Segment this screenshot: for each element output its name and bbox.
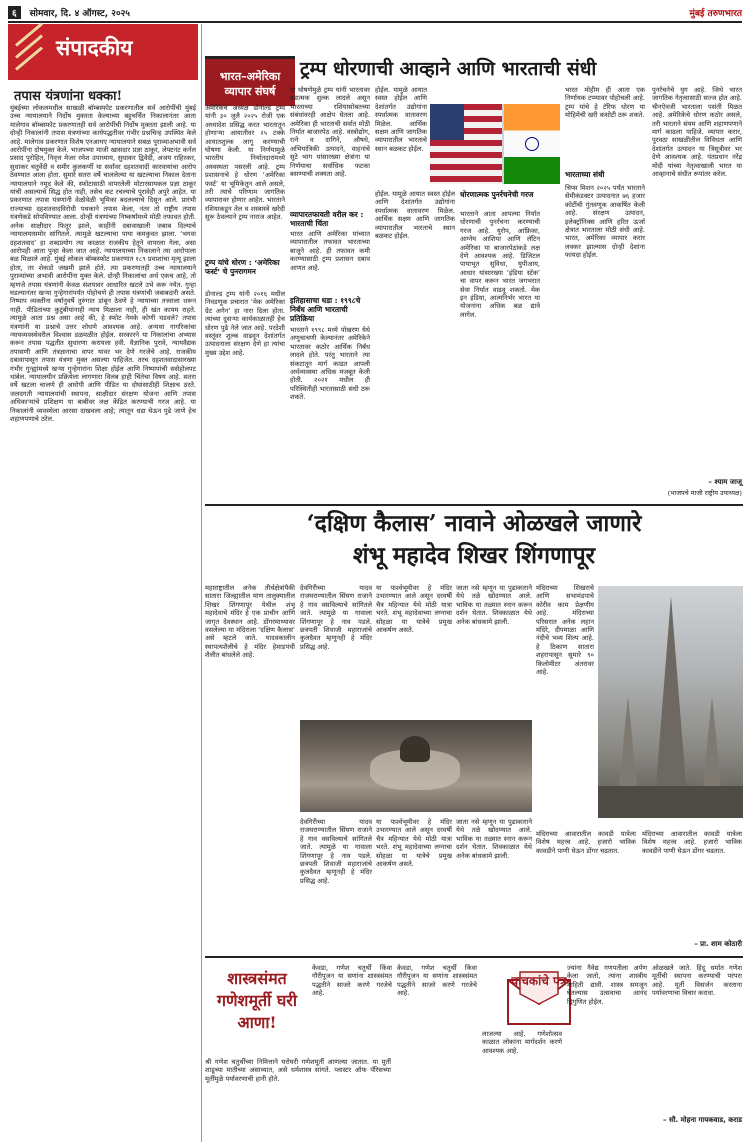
main-article-col2c: भारताने १९९८ मध्ये पोखरण येथे अणुचाचणी केल्यानंतर अमेरिकेने भारतावर कठोर आर्थिक निर्बंध लादले होते. परंतु भारताने त्या संकटातून मार्ग काढत आपली अर्थव्यवस्था अधिक मजबूत केली होती. २०२१ मधील ही परिस्थितीही भारतासाठी संधी ठरू शकते. — [290, 326, 370, 402]
letters-author: – सौ. मोहना गायकवाड, कराड — [663, 1116, 742, 1124]
shrine-photo — [300, 720, 532, 812]
main-article-subhead: धोरणात्मक पुनर्रचनेची गरज — [460, 190, 534, 199]
main-article-col1: अमेरिकेचे अध्यक्ष डोनाल्ड ट्रम्प यांनी ३० जुलै २०२५ रोजी एक अध्यादेश प्रसिद्ध करत भारतातून होणाऱ्या आयातीवर २५ टक्के आयातशुल्क लागू करण्याची घोषणा केली. या निर्णयामुळे भारतीय निर्यातदारांमध्ये अस्वस्थता पसरली आहे. ट्रम्प प्रशासनाचे हे धोरण ‘अमेरिका फर्स्ट’ या भूमिकेतून आले असले, तरी त्याचे परिणाम जागतिक व्यापारावर होणार आहेत. भारताने रशियाकडून तेल व शस्त्रास्त्रे खरेदी सुरू ठेवल्याने ट्रम्प नाराज आहेत. — [205, 104, 285, 222]
issue-date: सोमवार, दि. ४ ऑगस्ट, २०२५ — [29, 9, 130, 19]
ganeshmurti-title: शास्त्रसंमत गणेशमूर्ती घरी आणा! — [216, 969, 297, 1032]
editorial-title: तपास यंत्रणांना धक्का! — [14, 89, 123, 104]
main-article-subhead: ट्रम्प यांचे धोरण : ‘अमेरिका फर्स्ट’ चे पुनरागमन — [205, 258, 280, 276]
editorial-body: मुंबईच्या लोकलमधील साखळी बॉम्बस्फोट प्रकरणातील सर्व आरोपींची मुंबई उच्च न्यायालयाने निर्दोष मुक्तता केल्याच्या बहुचर्चित निकालानंतर आता मालेगाव बॉम्बस्फोट प्रकरणातही सर्व आरोपींची निर्दोष मुक्तता झाली आहे. या दोन्ही निकालांनी तपास यंत्रणांच्या कार्यपद्धतीवर गंभीर प्रश्नचिन्ह उपस्थित केले आहे. मालेगाव प्रकरणात विशेष एनआयए न्यायालयाने सबळ पुराव्याअभावी सर्व आरोपींना दोषमुक्त केले. भाजपच्या माजी खासदार प्रज्ञा ठाकूर, लेफ्टनंट कर्नल प्रसाद पुरोहित, निवृत्त मेजर रमेश उपाध्याय, सुधाकर द्विवेदी, अजय राहिरकर, सुधाकर चतुर्वेदी व समीर कुलकर्णी या सर्वांवर दहशतवादी कारवायांचा आरोप ठेवण्यात आला होता. सुमारे सतरा वर्षे चाललेल्या या खटल्याचा निकाल देताना न्यायालयाने नमूद केले की, स्फोटासाठी वापरलेली मोटारसायकल प्रज्ञा ठाकूर यांची असल्याचे सिद्ध होत नाही, तसेच कट रचल्याचे पुरावेही अपुरे आहेत. या प्रकरणात तपास यंत्रणांनी वेळोवेळी भूमिका बदलल्याचे दिसून आले. प्रारंभी राज्याच्या दहशतवादविरोधी पथकाने तपास केला, नंतर तो राष्ट्रीय तपास यंत्रणेकडे सोपविण्यात आला. दोन्ही यंत्रणांच्या निष्कर्षांमध्ये मोठी तफावत होती. अनेक साक्षीदार फितूर झाले, काहींनी दबावाखाली जबाब दिल्याचे न्यायालयासमोर सांगितले. त्यामुळे खटल्याचा पाया कमकुवत झाला. ‘भगवा दहशतवाद’ हा शब्दप्रयोग त्या काळात राजकीय हेतूने वापरला गेला, असा आरोपही आता पुन्हा केला जात आहे. न्यायालयाच्या निकालाने त्या आरोपाला बळ मिळाले आहे. मुंबई लोकल बॉम्बस्फोट प्रकरणात १८९ प्रवाशांचा मृत्यू झाला होता, तर शेकडो जखमी झाले होते. त्या प्रकरणातही उच्च न्यायालयाने पुराव्यांच्या अभावी आरोपींना मुक्त केले. दोन्ही निकालांचा अर्थ एकच आहे, तो म्हणजे तपास यंत्रणांनी केवळ संशयावर आधारित खटले उभे करू नयेत. गुन्हा घडल्यानंतर खऱ्या गुन्हेगारांपर्यंत पोहोचणे ही तपास यंत्रणांची जबाबदारी असते. निष्पाप व्यक्तींना वर्षानुवर्षे तुरुंगात डांबून ठेवणे हे न्यायाच्या तत्त्वाला धरून नाही. पीडितांच्या कुटुंबीयांनाही न्याय मिळाला नाही, ही खंत कायम राहते. त्यामुळे आता प्रश्न असा आहे की, हे स्फोट नेमके कोणी घडवले? तपास यंत्रणांनी या प्रश्नाचे उत्तर शोधणे आवश्यक आहे. अन्यथा नागरिकांचा न्यायव्यवस्थेवरील विश्वास डळमळीत होईल. सरकारने या निकालांचा अभ्यास करून तपास पद्धतीत सुधारणा करायला हवी. वैज्ञानिक पुरावे, न्यायवैद्यक तपासणी आणि तंत्रज्ञानाचा वापर यावर भर देणे गरजेचे आहे. राजकीय दबावापासून तपास यंत्रणा मुक्त असल्या पाहिजेत. तरच दहशतवादासारख्या गंभीर गुन्ह्यांमध्ये खऱ्या गुन्हेगारांना शिक्षा होईल आणि निष्पापांची ससेहोलपट थांबेल. न्यायालयीन प्रक्रियेला लागणारा विलंब हाही चिंतेचा विषय आहे. सतरा वर्षे खटला चालणे ही आरोपी आणि पीडित या दोघांसाठीही शिक्षाच ठरते. जलदगती न्यायालयांची स्थापना, साक्षीदार संरक्षण योजना आणि तपास अधिकाऱ्यांचे प्रशिक्षण या बाबींवर लक्ष केंद्रित करण्याची गरज आहे. या निकालांनी व्यवस्थेला आरसा दाखवला आहे; त्यातून धडा घेऊन पुढे जाणे हेच शहाणपणाचे ठरेल. — [10, 104, 196, 424]
ganeshmurti-col3: लाजल्या आहे. गणेशोत्सव काळात लोकांना मार्गदर्शन करणे आवश्यक आहे. — [482, 1030, 562, 1055]
section-divider — [205, 956, 743, 958]
temple-article-col6: मंदिराच्या आवारातील कावडी यात्रेला विशेष महत्त्व आहे. हजारो भाविक कावडीने पाणी घेऊन डोंगर चढतात. — [642, 830, 742, 855]
temple-article-col5: मंदिराच्या शिखराचे आणि सभामंडपाचे कोरीव काम प्रेक्षणीय आहे. मंदिराच्या परिसरात अनेक लहान मंदिरे, दीपमाळा आणि नंदीचे भव्य शिल्प आहे. हे ठिकाण सातारा शहरापासून सुमारे ९० किलोमीटर अंतरावर आहे. — [536, 584, 594, 677]
temple-photo — [598, 586, 743, 818]
letters-col2: ओळखले जाते. हिंदू धर्मात गणेश मूर्तीची स्थापना करण्याची परंपरा आहे. मूर्ती विसर्जन करताना पर्यावरणाचा विचार करावा. — [652, 964, 742, 998]
main-article-col3b: भारताने आता आपल्या निर्यात धोरणाची पुनर्रचना करण्याची गरज आहे. युरोप, आफ्रिका, आग्नेय आशिया आणि लॅटिन अमेरिका या बाजारपेठांकडे लक्ष देणे आवश्यक आहे. डिजिटल पायाभूत सुविधा, युपीआय, आधार यांसारख्या ‘इंडिया स्टॅक’ चा वापर करून भारत जगभरात सेवा निर्यात वाढवू शकतो. मेक इन इंडिया, आत्मनिर्भर भारत या योजनांना अधिक बळ द्यावे लागेल. — [460, 210, 540, 319]
letters-title: वाचकांचे पत्र — [511, 974, 567, 988]
section-tag: भारत–अमेरिका व्यापार संघर्ष — [205, 56, 295, 106]
editorial-banner-word: संपादकीय — [56, 35, 133, 60]
temple-article-col3: या पार्श्वभूमीवर हे मंदिर उभारण्यात आले असून दरवर्षी चैत्र महिन्यात येथे मोठी यात्रा भरते. शंभू महादेवाच्या लग्नाचा सोहळा या यात्रेचे प्रमुख आकर्षण असते. — [376, 584, 452, 635]
main-article-author-role: (भाजपचे माजी राष्ट्रीय उपाध्यक्ष) — [667, 489, 742, 497]
column-divider — [201, 24, 202, 1142]
main-article-col2b: भारत आणि अमेरिका यांच्यात व्यापारातील तफावत भारताच्या बाजूने आहे. ही तफावत कमी करण्यासाठी ट्रम्प प्रशासन दबाव आणत आहे. — [290, 230, 370, 272]
main-article-col3: होईल. यामुळे आयात स्वस्त होईल आणि देशांतर्गत उद्योगांना स्पर्धात्मक वातावरण मिळेल. आर्थिक सक्षम आणि जागतिक व्यापारातील भारताचे स्थान बळकट होईल. — [375, 190, 455, 241]
us-flag-icon — [430, 104, 502, 184]
temple-article-col4b: जाता नसे म्हणून या पुढाकाराने येथे तळे खोदण्यात आले. भाविक या तळ्यात स्नान करून दर्शन घेतात. शिवकाळात येथे अनेक बांधकामे झाली. — [456, 818, 532, 860]
main-article-col3-upper: होईल. यामुळे आयात स्वस्त होईल आणि देशांतर्गत उद्योगांना स्पर्धात्मक वातावरण मिळेल. आर्थिक सक्षम आणि जागतिक व्यापारातील भारताचे स्थान बळकट होईल. — [375, 86, 427, 153]
temple-article-col5b: मंदिराच्या आवारातील कावडी यात्रेला विशेष महत्त्व आहे. हजारो भाविक कावडीने पाणी घेऊन डोंगर चढतात. — [536, 830, 636, 855]
temple-article-col3b: या पार्श्वभूमीवर हे मंदिर उभारण्यात आले असून दरवर्षी चैत्र महिन्यात येथे मोठी यात्रा भरते. शंभू महादेवाच्या लग्नाचा सोहळा या यात्रेचे प्रमुख आकर्षण असते. — [376, 818, 452, 869]
main-article-col4b: चिप्स मिशन २०२५ पर्यंत भारताने सेमीकंडक्टर उत्पादनात ७६ हजार कोटींची गुंतवणूक आकर्षित केली आहे. संरक्षण उत्पादन, इलेक्ट्रॉनिक्स आणि हरित ऊर्जा क्षेत्रात भारताला मोठी संधी आहे. भारत, अमेरिका व्यापार करार लवकर झाल्यास दोन्ही देशांना फायदा होईल. — [565, 184, 645, 260]
page-number: ६ — [8, 6, 21, 19]
letters-col1: ज्यांना नैवेद्य गणपतीला अर्पण केला जातो, त्यांना शास्त्रीय माहिती द्यावी. शास्त्र समजून घेतल्यास उत्सवाचा आनंद द्विगुणित होईल. — [567, 964, 647, 1006]
temple-article-col2b: देवगिरीच्या यादव राजघराण्यातील सिंघण राजाने हे गाव वसविल्याचे सांगितले जाते. त्यामुळे या गावाला शिंगणापूर हे नाव पडले. छत्रपती शिवाजी महाराजांचे कुलदैवत म्हणूनही हे मंदिर प्रसिद्ध आहे. — [300, 818, 372, 885]
main-article-author: – श्याम जाजू — [708, 478, 742, 486]
main-article-col1b: डोनाल्ड ट्रम्प यांनी २०१६ मधील निवडणूक प्रचारात ‘मेक अमेरिका ग्रेट अगेन’ हा नारा दिला होता. त्यांच्या दुसऱ्या कार्यकाळातही हेच धोरण पुढे नेले जात आहे. परदेशी वस्तूंवर शुल्क वाढवून देशांतर्गत उत्पादनाला संरक्षण देणे हा त्यांचा मुख्य उद्देश आहे. — [205, 290, 285, 357]
india-flag-icon — [504, 104, 560, 184]
ganeshmurti-col2b: केवडा, गणेश चतुर्थी किंवा गौरीपूजन या सणांना शास्त्रसंमत पद्धतीने साजरे करणे गरजेचे आहे. — [397, 964, 477, 998]
main-article-col2: या घोषणेमुळे ट्रम्प यांनी भारतावर दंडात्मक शुल्क लादले असून भारताच्या रशियासोबतच्या संबंधांवरही आक्षेप घेतला आहे. अमेरिका ही भारताची सर्वात मोठी निर्यात बाजारपेठ आहे. वस्त्रोद्योग, रत्ने व दागिने, औषधे, अभियांत्रिकी उत्पादने, वाहनांचे सुटे भाग यांसारख्या क्षेत्रांना या निर्णयाचा सर्वाधिक फटका बसण्याची शक्यता आहे. — [290, 86, 370, 179]
header-rule — [8, 21, 742, 23]
main-article-col4: भारत मोहीम ही आता एक निर्णायक टप्प्यावर पोहोचली आहे. ट्रम्प यांचे हे टॅरिफ धोरण या मोहिमेची खरी कसोटी ठरू शकते. — [565, 86, 645, 120]
temple-article-col1: महाराष्ट्रातील अनेक तीर्थक्षेत्रांपैकी सातारा जिल्ह्यातील माण तालुक्यातील शिखर शिंगणापूर येथील शंभू महादेवाचे मंदिर हे एक प्राचीन आणि जागृत देवस्थान आहे. डोंगरमाथ्यावर वसलेल्या या मंदिराला ‘दक्षिण कैलास’ असे म्हटले जाते. यादवकालीन स्थापत्यशैलीचे हे मंदिर हेमाडपंथी शैलीत बांधलेले आहे. — [205, 584, 295, 660]
temple-article-title-line1: ‘दक्षिण कैलास’ नावाने ओळखले जाणारे — [306, 510, 642, 537]
temple-article-col2: देवगिरीच्या यादव राजघराण्यातील सिंघण राजाने हे गाव वसविल्याचे सांगितले जाते. त्यामुळे या गावाला शिंगणापूर हे नाव पडले. छत्रपती शिवाजी महाराजांचे कुलदैवत म्हणूनही हे मंदिर प्रसिद्ध आहे. — [300, 584, 372, 651]
temple-article-col4: जाता नसे म्हणून या पुढाकाराने येथे तळे खोदण्यात आले. भाविक या तळ्यात स्नान करून दर्शन घेतात. शिवकाळात येथे अनेक बांधकामे झाली. — [456, 584, 532, 626]
main-article-col5: पुनर्रचनेचे युग आहे. जिथे भारत जागतिक नेतृत्वासाठी सज्ज होत आहे. चीनऐवजी भारताला पसंती मिळत आहे. अमेरिकेचे धोरण कठोर असले, तरी भारताने संयम आणि शहाणपणाने मार्ग काढला पाहिजे. व्यापार करार, पुरवठा साखळीतील विविधता आणि देशांतर्गत उत्पादन या त्रिसूत्रीवर भर देणे आवश्यक आहे. पंतप्रधान नरेंद्र मोदी यांच्या नेतृत्वाखाली भारत या आव्हानाचे संधीत रूपांतर करेल. — [652, 86, 742, 179]
main-article-title: ट्रम्प धोरणाची आव्हाने आणि भारताची संधी — [300, 58, 597, 80]
editorial-banner — [8, 24, 198, 80]
page-header — [8, 6, 742, 20]
pen-icon — [15, 46, 43, 70]
temple-article-author: – प्रा. शाम कोठारी — [694, 940, 742, 948]
section-divider — [205, 504, 743, 506]
temple-article-title-line2: शंभू महादेव शिखर शिंगणापूर — [352, 542, 596, 569]
main-article-subhead: इतिहासाचा धडा : १९९८चे निर्बंध आणि भारताची प्रतिक्रिया — [290, 296, 361, 323]
main-article-subhead: व्यापारतफावती वरील कर : भारताची चिंता — [290, 210, 364, 228]
ganeshmurti-col1: श्री गणेश चतुर्थीच्या निमित्ताने घरोघरी गणेशमूर्ती आणल्या जातात. या मूर्ती शाडूच्या मातीच्या असाव्यात, असे धर्मशास्त्र सांगते. प्लास्टर ऑफ पॅरिसच्या मूर्तींमुळे पर्यावरणाची हानी होते. — [205, 1058, 391, 1083]
us-india-flags-photo — [430, 104, 560, 184]
newspaper-name: मुंबई तरुणभारत — [689, 9, 742, 19]
ganeshmurti-col2: केवडा, गणेश चतुर्थी किंवा गौरीपूजन या सणांना शास्त्रसंमत पद्धतीने साजरे करणे गरजेचे आहे. — [312, 964, 392, 998]
main-article-subhead: भारताच्या संधी — [565, 170, 605, 179]
